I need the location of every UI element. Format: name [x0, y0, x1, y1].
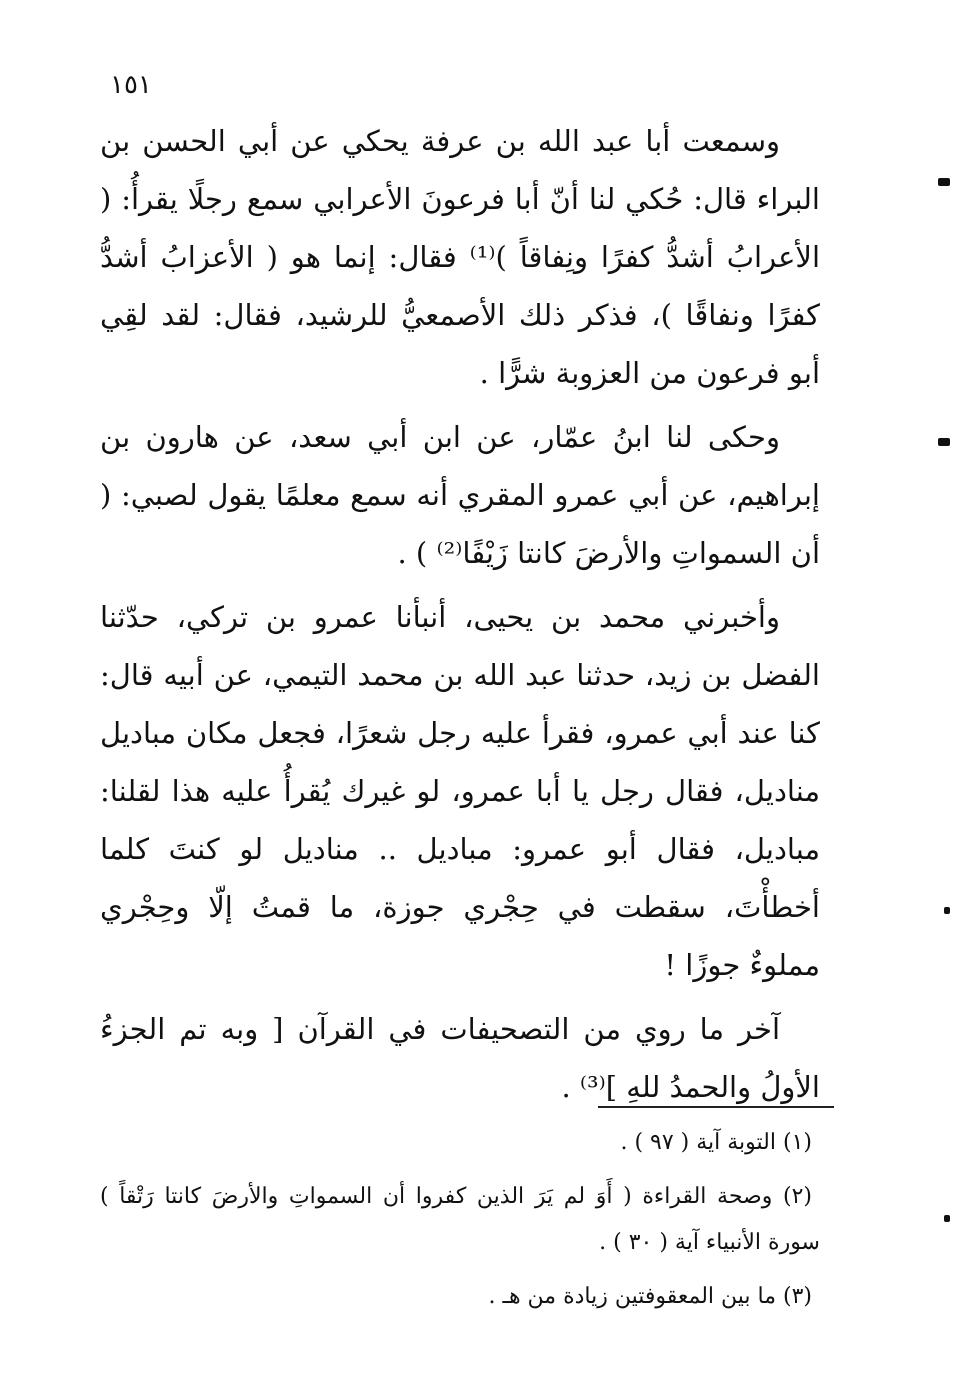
paragraph: وأخبرني محمد بن يحيى، أنبأنا عمرو بن تركي، حدّثنا الفضل بن زيد، حدثنا عبد الله بن محمد التيمي، عن أبيه قال: كنا عند أبي عمرو، فقرأ عليه رجل شعرًا، فجعل مكان مباديل مناديل، فقال رجل يا أبا عمرو، لو غيرك يُقرأُ عليه هذا لقلنا: مباديل، فقال أبو عمرو: مباديل .. مناديل لو كنتَ كلما أخطأْتَ، سقطت في حِجْري جوزة، ما قمتُ إلّا وحِجْري مملوءٌ جوزًا !	[100, 600, 820, 982]
paragraph: وحكى لنا ابنُ عمّار، عن ابن أبي سعد، عن هارون بن إبراهيم، عن أبي عمرو المقري أنه سمع معلمًا يقول لصبي: ( أن السمواتِ والأرضَ كانتا زَيْفًا⁽²⁾ ) .	[100, 420, 820, 570]
footnote: (١) التوبة آية ( ٩٧ ) .	[620, 1130, 812, 1155]
page-number: ١٥١	[110, 70, 152, 100]
paragraph: وسمعت أبا عبد الله بن عرفة يحكي عن أبي الحسن بن البراء قال: حُكي لنا أنّ أبا فرعونَ الأعرابي سمع رجلًا يقرأُ: ( الأعرابُ أشدُّ كفرًا ونِفاقاً )⁽¹⁾ فقال: إنما هو ( الأعزابُ أشدُّ كفرًا ونفاقًا )، فذكر ذلك الأصمعيُّ للرشيد، فقال: لقد لقِي أبو فرعون من العزوبة شرًّا .	[100, 124, 821, 390]
margin-mark	[938, 438, 950, 446]
footnote: (٣) ما بين المعقوفتين زيادة من هـ .	[488, 1284, 812, 1309]
footnote: (٢) وصحة القراءة ( أَوَ لم يَرَ الذين كفروا أن السمواتِ والأرضَ كانتا رَتْقاً ) سورة الأنبياء آية ( ٣٠ ) .	[100, 1184, 820, 1255]
margin-mark	[944, 907, 950, 914]
footnotes	[100, 1120, 820, 1328]
margin-mark	[938, 178, 950, 186]
body-text	[100, 112, 820, 1122]
paragraph: آخر ما روي من التصحيفات في القرآن [ وبه تم الجزءُ الأولُ والحمدُ للهِ ]⁽³⁾ .	[100, 1012, 820, 1104]
margin-mark	[944, 1215, 950, 1222]
footnote-separator	[598, 1106, 834, 1108]
